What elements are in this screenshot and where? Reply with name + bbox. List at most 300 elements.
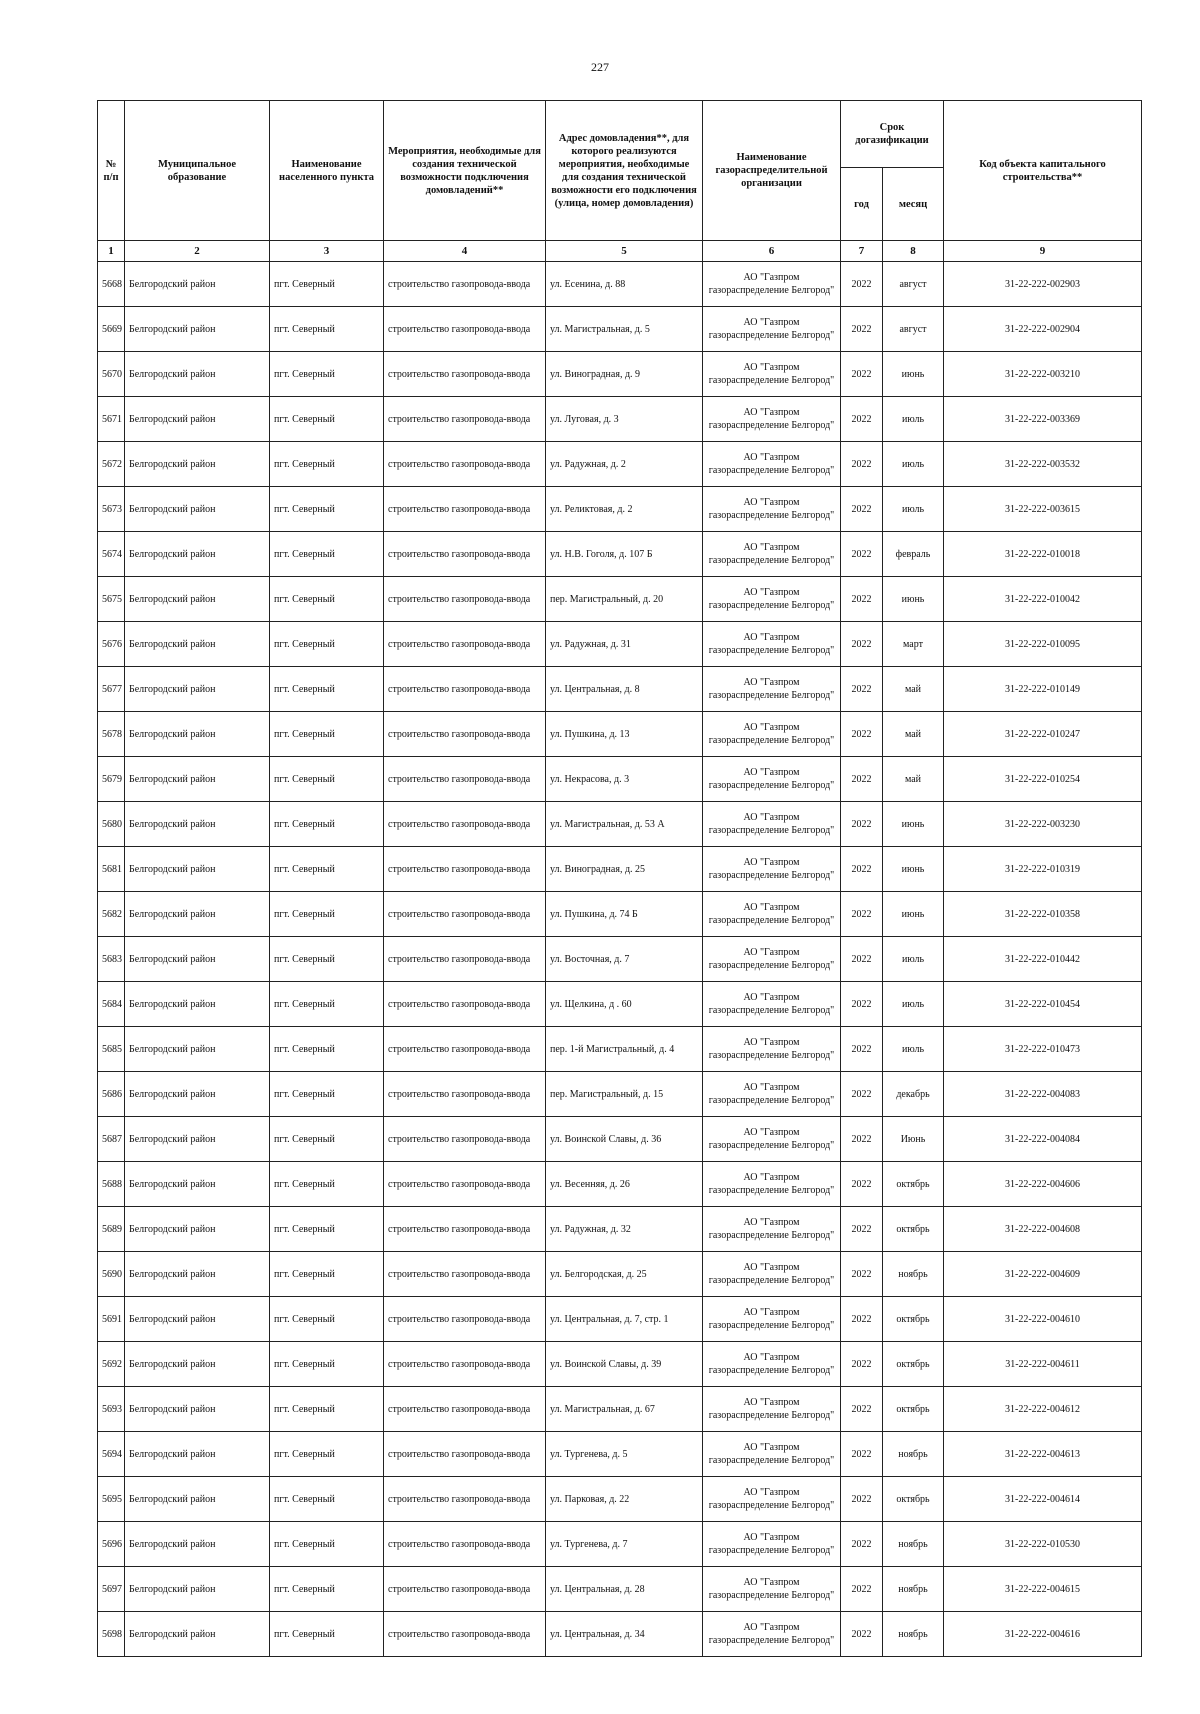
cell-num: 5681 [98,847,125,892]
cell-municipality: Белгородский район [125,1522,270,1567]
cell-municipality: Белгородский район [125,487,270,532]
organization-line: газораспределение Белгород" [708,1635,835,1646]
organization-line: газораспределение Белгород" [708,1050,835,1061]
column-number: 8 [883,241,944,262]
cell-measure: строительство газопровода-ввода [384,1207,546,1252]
cell-organization [703,1567,841,1612]
cell-settlement: пгт. Северный [270,532,384,577]
cell-measure: строительство газопровода-ввода [384,1387,546,1432]
organization-line: АО "Газпром [743,767,800,778]
cell-settlement: пгт. Северный [270,1477,384,1522]
cell-month: июнь [883,847,944,892]
cell-settlement: пгт. Северный [270,1342,384,1387]
cell-year: 2022 [841,397,883,442]
cell-month: ноябрь [883,1567,944,1612]
cell-measure: строительство газопровода-ввода [384,442,546,487]
cell-month: июль [883,1027,944,1072]
cell-month: ноябрь [883,1522,944,1567]
table-row [98,1612,1142,1657]
organization-line: АО "Газпром [743,587,800,598]
cell-settlement: пгт. Северный [270,1567,384,1612]
cell-month: февраль [883,532,944,577]
cell-num: 5694 [98,1432,125,1477]
cell-measure: строительство газопровода-ввода [384,1162,546,1207]
cell-municipality: Белгородский район [125,1567,270,1612]
cell-num: 5673 [98,487,125,532]
cell-code: 31-22-222-004609 [944,1252,1142,1297]
cell-month: март [883,622,944,667]
cell-municipality: Белгородский район [125,847,270,892]
cell-year: 2022 [841,1477,883,1522]
cell-year: 2022 [841,1207,883,1252]
cell-address: ул. Радужная, д. 31 [546,622,703,667]
organization-line: газораспределение Белгород" [708,735,835,746]
organization-line: газораспределение Белгород" [708,465,835,476]
cell-num: 5695 [98,1477,125,1522]
cell-municipality: Белгородский район [125,937,270,982]
organization-line: газораспределение Белгород" [708,1140,835,1151]
cell-year: 2022 [841,1027,883,1072]
column-number: 7 [841,241,883,262]
cell-municipality: Белгородский район [125,1072,270,1117]
cell-organization [703,577,841,622]
cell-municipality: Белгородский район [125,1612,270,1657]
table-row [98,397,1142,442]
cell-year: 2022 [841,1387,883,1432]
cell-organization [703,1342,841,1387]
organization-line: АО "Газпром [743,542,800,553]
table-row [98,487,1142,532]
cell-year: 2022 [841,307,883,352]
cell-municipality: Белгородский район [125,1207,270,1252]
cell-measure: строительство газопровода-ввода [384,1342,546,1387]
table-row [98,757,1142,802]
cell-address: ул. Пушкина, д. 13 [546,712,703,757]
cell-month: июль [883,442,944,487]
cell-settlement: пгт. Северный [270,712,384,757]
header-address: Адрес домовладения**, для которого реализуются мероприятия, необходимые для создания технической возможности его подключения (улица, номер домовладения) [546,101,703,241]
cell-num: 5684 [98,982,125,1027]
organization-line: газораспределение Белгород" [708,1455,835,1466]
organization-line: газораспределение Белгород" [708,1275,835,1286]
cell-measure: строительство газопровода-ввода [384,1297,546,1342]
cell-measure: строительство газопровода-ввода [384,622,546,667]
cell-num: 5683 [98,937,125,982]
cell-code: 31-22-222-004616 [944,1612,1142,1657]
cell-organization [703,1252,841,1297]
table-row [98,532,1142,577]
cell-settlement: пгт. Северный [270,1387,384,1432]
table-row [98,1477,1142,1522]
cell-code: 31-22-222-010358 [944,892,1142,937]
organization-line: газораспределение Белгород" [708,510,835,521]
cell-address: ул. Н.В. Гоголя, д. 107 Б [546,532,703,577]
cell-municipality: Белгородский район [125,262,270,307]
cell-measure: строительство газопровода-ввода [384,1567,546,1612]
cell-code: 31-22-222-010473 [944,1027,1142,1072]
cell-num: 5692 [98,1342,125,1387]
cell-organization [703,667,841,712]
cell-settlement: пгт. Северный [270,1522,384,1567]
organization-line: АО "Газпром [743,1577,800,1588]
organization-line: газораспределение Белгород" [708,555,835,566]
cell-num: 5690 [98,1252,125,1297]
table-row [98,892,1142,937]
cell-num: 5685 [98,1027,125,1072]
cell-code: 31-22-222-003230 [944,802,1142,847]
cell-code: 31-22-222-004608 [944,1207,1142,1252]
cell-code: 31-22-222-010254 [944,757,1142,802]
cell-month: май [883,712,944,757]
header-organization: Наименование газораспределительной организации [703,101,841,241]
table-row [98,1387,1142,1432]
cell-year: 2022 [841,982,883,1027]
cell-year: 2022 [841,1117,883,1162]
cell-measure: строительство газопровода-ввода [384,802,546,847]
organization-line: газораспределение Белгород" [708,285,835,296]
cell-settlement: пгт. Северный [270,937,384,982]
cell-municipality: Белгородский район [125,1027,270,1072]
cell-measure: строительство газопровода-ввода [384,982,546,1027]
organization-line: газораспределение Белгород" [708,600,835,611]
cell-num: 5691 [98,1297,125,1342]
organization-line: АО "Газпром [743,1622,800,1633]
cell-address: ул. Пушкина, д. 74 Б [546,892,703,937]
cell-address: ул. Реликтовая, д. 2 [546,487,703,532]
cell-organization [703,1522,841,1567]
cell-settlement: пгт. Северный [270,982,384,1027]
cell-year: 2022 [841,1072,883,1117]
cell-num: 5688 [98,1162,125,1207]
organization-line: АО "Газпром [743,1217,800,1228]
cell-settlement: пгт. Северный [270,262,384,307]
table-row [98,307,1142,352]
cell-code: 31-22-222-010319 [944,847,1142,892]
cell-municipality: Белгородский район [125,577,270,622]
table-row [98,1252,1142,1297]
organization-line: газораспределение Белгород" [708,330,835,341]
organization-line: АО "Газпром [743,497,800,508]
cell-code: 31-22-222-004613 [944,1432,1142,1477]
table-row [98,1027,1142,1072]
organization-line: АО "Газпром [743,677,800,688]
cell-organization [703,982,841,1027]
column-number: 4 [384,241,546,262]
organization-line: АО "Газпром [743,1172,800,1183]
cell-address: ул. Белгородская, д. 25 [546,1252,703,1297]
column-number: 1 [98,241,125,262]
column-number: 6 [703,241,841,262]
cell-organization [703,1612,841,1657]
header-month: месяц [883,168,944,241]
cell-measure: строительство газопровода-ввода [384,352,546,397]
organization-line: газораспределение Белгород" [708,375,835,386]
cell-address: пер. Магистральный, д. 20 [546,577,703,622]
organization-line: газораспределение Белгород" [708,1410,835,1421]
cell-num: 5675 [98,577,125,622]
cell-measure: строительство газопровода-ввода [384,937,546,982]
cell-code: 31-22-222-002904 [944,307,1142,352]
cell-measure: строительство газопровода-ввода [384,1432,546,1477]
cell-num: 5689 [98,1207,125,1252]
cell-num: 5679 [98,757,125,802]
table-row [98,1522,1142,1567]
cell-address: ул. Радужная, д. 2 [546,442,703,487]
cell-code: 31-22-222-004611 [944,1342,1142,1387]
cell-year: 2022 [841,667,883,712]
cell-municipality: Белгородский район [125,667,270,712]
cell-month: июнь [883,577,944,622]
organization-line: АО "Газпром [743,1487,800,1498]
cell-settlement: пгт. Северный [270,1027,384,1072]
organization-line: газораспределение Белгород" [708,1320,835,1331]
organization-line: АО "Газпром [743,362,800,373]
cell-address: ул. Центральная, д. 34 [546,1612,703,1657]
table-row [98,1072,1142,1117]
cell-address: ул. Воинской Славы, д. 39 [546,1342,703,1387]
cell-year: 2022 [841,1522,883,1567]
cell-settlement: пгт. Северный [270,307,384,352]
cell-year: 2022 [841,1612,883,1657]
organization-line: газораспределение Белгород" [708,1095,835,1106]
cell-address: ул. Есенина, д. 88 [546,262,703,307]
cell-num: 5672 [98,442,125,487]
column-number: 5 [546,241,703,262]
header-term: Срок догазификации [841,101,944,168]
organization-line: газораспределение Белгород" [708,825,835,836]
organization-line: АО "Газпром [743,1082,800,1093]
cell-address: пер. Магистральный, д. 15 [546,1072,703,1117]
organization-line: газораспределение Белгород" [708,1005,835,1016]
cell-municipality: Белгородский район [125,1297,270,1342]
cell-num: 5676 [98,622,125,667]
cell-measure: строительство газопровода-ввода [384,487,546,532]
cell-code: 31-22-222-003532 [944,442,1142,487]
cell-settlement: пгт. Северный [270,757,384,802]
organization-line: АО "Газпром [743,317,800,328]
table-row [98,262,1142,307]
cell-municipality: Белгородский район [125,1117,270,1162]
cell-organization [703,442,841,487]
cell-address: ул. Щелкина, д . 60 [546,982,703,1027]
cell-year: 2022 [841,937,883,982]
cell-municipality: Белгородский район [125,1252,270,1297]
cell-measure: строительство газопровода-ввода [384,577,546,622]
cell-measure: строительство газопровода-ввода [384,1072,546,1117]
cell-organization [703,622,841,667]
organization-line: АО "Газпром [743,722,800,733]
cell-measure: строительство газопровода-ввода [384,397,546,442]
cell-code: 31-22-222-010247 [944,712,1142,757]
organization-line: газораспределение Белгород" [708,1590,835,1601]
organization-line: АО "Газпром [743,812,800,823]
cell-municipality: Белгородский район [125,892,270,937]
cell-month: июнь [883,352,944,397]
cell-settlement: пгт. Северный [270,802,384,847]
cell-month: август [883,262,944,307]
cell-code: 31-22-222-004610 [944,1297,1142,1342]
cell-year: 2022 [841,622,883,667]
cell-address: ул. Центральная, д. 8 [546,667,703,712]
cell-num: 5669 [98,307,125,352]
cell-year: 2022 [841,712,883,757]
cell-month: октябрь [883,1342,944,1387]
cell-settlement: пгт. Северный [270,1117,384,1162]
cell-num: 5674 [98,532,125,577]
table-row [98,622,1142,667]
cell-settlement: пгт. Северный [270,667,384,712]
organization-line: газораспределение Белгород" [708,870,835,881]
cell-municipality: Белгородский район [125,982,270,1027]
organization-line: АО "Газпром [743,992,800,1003]
cell-year: 2022 [841,757,883,802]
cell-settlement: пгт. Северный [270,487,384,532]
cell-year: 2022 [841,487,883,532]
cell-address: ул. Центральная, д. 7, стр. 1 [546,1297,703,1342]
cell-organization [703,1117,841,1162]
cell-month: июнь [883,892,944,937]
cell-code: 31-22-222-010095 [944,622,1142,667]
cell-code: 31-22-222-003615 [944,487,1142,532]
cell-address: ул. Виноградная, д. 25 [546,847,703,892]
organization-line: АО "Газпром [743,1397,800,1408]
cell-measure: строительство газопровода-ввода [384,1252,546,1297]
organization-line: газораспределение Белгород" [708,1365,835,1376]
cell-month: Июнь [883,1117,944,1162]
cell-month: ноябрь [883,1432,944,1477]
cell-code: 31-22-222-010149 [944,667,1142,712]
cell-num: 5682 [98,892,125,937]
organization-line: АО "Газпром [743,1442,800,1453]
organization-line: АО "Газпром [743,1262,800,1273]
cell-address: ул. Луговая, д. 3 [546,397,703,442]
organization-line: газораспределение Белгород" [708,915,835,926]
cell-organization [703,1297,841,1342]
cell-organization [703,487,841,532]
cell-year: 2022 [841,262,883,307]
cell-organization [703,1162,841,1207]
cell-organization [703,712,841,757]
cell-code: 31-22-222-004615 [944,1567,1142,1612]
cell-settlement: пгт. Северный [270,352,384,397]
cell-num: 5697 [98,1567,125,1612]
cell-year: 2022 [841,1567,883,1612]
cell-code: 31-22-222-004083 [944,1072,1142,1117]
cell-address: ул. Тургенева, д. 5 [546,1432,703,1477]
cell-organization [703,1027,841,1072]
organization-line: АО "Газпром [743,1037,800,1048]
table-row [98,442,1142,487]
cell-month: май [883,757,944,802]
cell-settlement: пгт. Северный [270,442,384,487]
cell-year: 2022 [841,1297,883,1342]
cell-measure: строительство газопровода-ввода [384,307,546,352]
cell-address: ул. Магистральная, д. 5 [546,307,703,352]
cell-code: 31-22-222-010442 [944,937,1142,982]
cell-measure: строительство газопровода-ввода [384,847,546,892]
organization-line: АО "Газпром [743,1532,800,1543]
cell-month: июль [883,982,944,1027]
cell-num: 5668 [98,262,125,307]
table-row [98,982,1142,1027]
cell-settlement: пгт. Северный [270,1252,384,1297]
cell-code: 31-22-222-004612 [944,1387,1142,1432]
cell-month: декабрь [883,1072,944,1117]
cell-num: 5696 [98,1522,125,1567]
cell-address: ул. Весенняя, д. 26 [546,1162,703,1207]
cell-month: август [883,307,944,352]
cell-settlement: пгт. Северный [270,577,384,622]
cell-measure: строительство газопровода-ввода [384,1522,546,1567]
cell-measure: строительство газопровода-ввода [384,1612,546,1657]
cell-municipality: Белгородский район [125,712,270,757]
cell-municipality: Белгородский район [125,532,270,577]
header-municipality: Муниципальное образование [125,101,270,241]
organization-line: АО "Газпром [743,1352,800,1363]
table-row [98,577,1142,622]
table-row [98,1432,1142,1477]
organization-line: газораспределение Белгород" [708,1230,835,1241]
cell-address: ул. Тургенева, д. 7 [546,1522,703,1567]
table-body [98,262,1142,1657]
cell-code: 31-22-222-004606 [944,1162,1142,1207]
organization-line: газораспределение Белгород" [708,960,835,971]
column-number: 2 [125,241,270,262]
cell-month: май [883,667,944,712]
table-row [98,802,1142,847]
table-row [98,1342,1142,1387]
table-header [98,101,1142,262]
cell-municipality: Белгородский район [125,1342,270,1387]
cell-municipality: Белгородский район [125,802,270,847]
organization-line: газораспределение Белгород" [708,420,835,431]
cell-municipality: Белгородский район [125,622,270,667]
cell-organization [703,1072,841,1117]
cell-num: 5678 [98,712,125,757]
cell-measure: строительство газопровода-ввода [384,667,546,712]
cell-address: ул. Магистральная, д. 53 А [546,802,703,847]
cell-organization [703,307,841,352]
cell-settlement: пгт. Северный [270,1207,384,1252]
header-year: год [841,168,883,241]
cell-year: 2022 [841,352,883,397]
cell-organization [703,532,841,577]
cell-num: 5687 [98,1117,125,1162]
cell-organization [703,1207,841,1252]
cell-num: 5698 [98,1612,125,1657]
cell-organization [703,262,841,307]
cell-num: 5693 [98,1387,125,1432]
cell-municipality: Белгородский район [125,1162,270,1207]
cell-code: 31-22-222-010454 [944,982,1142,1027]
cell-municipality: Белгородский район [125,757,270,802]
cell-settlement: пгт. Северный [270,1612,384,1657]
page-number: 227 [591,60,609,74]
cell-month: октябрь [883,1207,944,1252]
cell-measure: строительство газопровода-ввода [384,1477,546,1522]
cell-settlement: пгт. Северный [270,1432,384,1477]
cell-measure: строительство газопровода-ввода [384,757,546,802]
cell-settlement: пгт. Северный [270,1072,384,1117]
cell-organization [703,937,841,982]
header-num: № п/п [98,101,125,241]
cell-code: 31-22-222-004084 [944,1117,1142,1162]
cell-measure: строительство газопровода-ввода [384,1117,546,1162]
cell-year: 2022 [841,1252,883,1297]
cell-month: июль [883,937,944,982]
cell-municipality: Белгородский район [125,307,270,352]
column-number: 3 [270,241,384,262]
